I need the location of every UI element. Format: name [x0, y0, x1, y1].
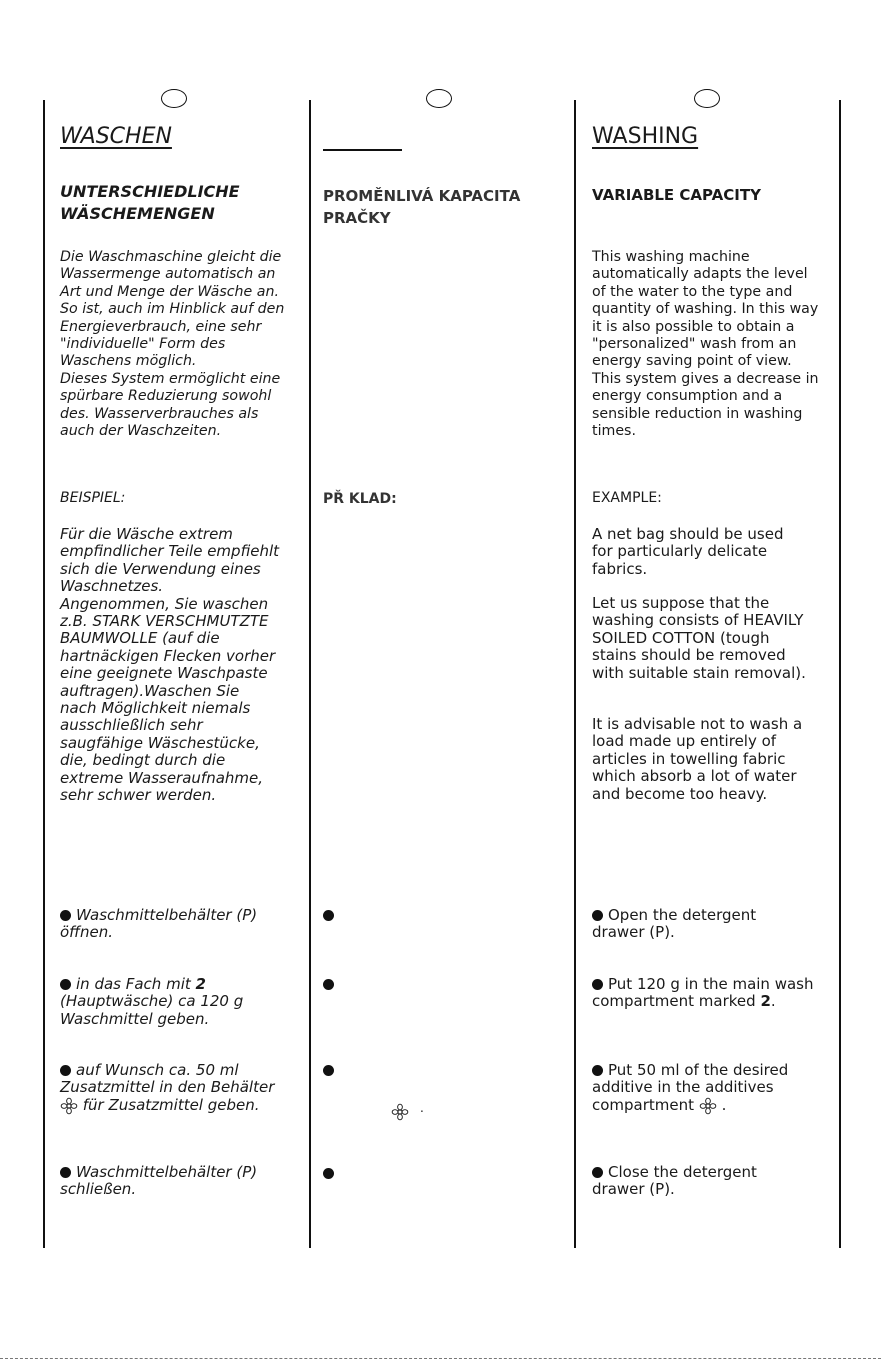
- czech-heading: [323, 185, 520, 229]
- english-step-open: [592, 907, 756, 942]
- german-example-text: Für die Wäsche extrem empfindlicher Teile empfiehlt sich die Verwendung eines Waschnetzes. Angenommen, Sie waschen z.B. STARK VERSCHMUTZTE BAUMWOLLE (auf die hartnäckigen Flecken vorher eine geeignete Waschpaste auftragen).Waschen Sie nach Möglichkeit niemals ausschließlich sehr saugfähige Wäschestücke, die, bedingt durch die extreme Wasseraufnahme, sehr schwer werden.: [60, 525, 280, 805]
- page-cut-line: [0, 1358, 881, 1359]
- english-title: WASHING: [592, 124, 699, 149]
- column-rule-center-right: [574, 100, 576, 1248]
- bullet-icon: [592, 1167, 603, 1178]
- english-step-additive-text-a: Put 50 ml of the desired additive in the additives compartment: [592, 1061, 789, 1114]
- german-step-open: [60, 907, 257, 942]
- column-rule-right: [839, 100, 841, 1248]
- german-step-additive-text-a: auf Wunsch ca. 50 ml Zusatzmittel in den Behälter: [60, 1061, 275, 1097]
- english-step-detergent: [592, 976, 813, 1011]
- english-heading: VARIABLE CAPACITY: [592, 186, 761, 204]
- column-rule-left: [43, 100, 45, 1248]
- bullet-icon: [592, 910, 603, 921]
- german-step-close: [60, 1164, 257, 1199]
- flower-icon: [60, 1097, 78, 1115]
- bullet-icon: [323, 1065, 334, 1076]
- german-step-open-text: Waschmittelbehälter (P) öffnen.: [60, 906, 258, 942]
- german-heading-line1: UNTERSCHIEDLICHE: [60, 182, 240, 201]
- language-marker-czech: [426, 89, 452, 108]
- english-step-additive-text-b: .: [716, 1095, 727, 1114]
- bullet-icon: [323, 1168, 334, 1179]
- flower-icon: [699, 1097, 717, 1115]
- bullet-icon: [60, 1065, 71, 1076]
- german-step-additive-text-b: für Zusatzmittel geben.: [78, 1095, 260, 1114]
- german-step-detergent-text-a: in das Fach mit: [76, 975, 196, 993]
- german-example-label: BEISPIEL:: [60, 490, 126, 506]
- english-example-p3: It is advisable not to wash a load made up entirely of articles in towelling fabric which absorb a lot of water and become too heavy.: [592, 715, 803, 803]
- english-example-label: EXAMPLE:: [592, 490, 662, 506]
- bullet-icon: [592, 1065, 603, 1076]
- language-marker-german: [161, 89, 187, 108]
- german-intro: Die Waschmaschine gleicht die Wassermenge automatisch an Art und Menge der Wäsche an. So ist, auch im Hinblick auf den Energieverbrauch, eine sehr "individuelle" Form des Waschens möglich. Dieses System ermöglicht eine spürbare Reduzierung sowohl des. Wasserverbrauches als auch der Waschzeiten.: [60, 249, 285, 440]
- english-example-p1: A net bag should be used for particularly delicate fabrics.: [592, 525, 784, 578]
- german-heading-line2: WÄSCHEMENGEN: [60, 204, 215, 223]
- bullet-icon: [60, 979, 71, 990]
- bullet-icon: [60, 910, 71, 921]
- czech-additive-dot: .: [420, 1101, 424, 1115]
- german-step-detergent-text-b: (Hauptwäsche) ca 120 g Waschmittel geben.: [60, 992, 244, 1028]
- english-step-detergent-text-b: .: [770, 992, 776, 1011]
- column-rule-center-left: [309, 100, 311, 1248]
- compartment-number: 2: [195, 975, 206, 993]
- german-step-additive: [60, 1062, 274, 1115]
- german-heading: [60, 181, 240, 225]
- bullet-icon: [592, 979, 603, 990]
- czech-example-label: PŘ KLAD:: [323, 491, 397, 507]
- english-step-close-text: Close the detergent drawer (P).: [592, 1163, 757, 1199]
- czech-heading-line1: PROMĚNLIVÁ KAPACITA: [323, 187, 521, 205]
- bullet-icon: [323, 910, 334, 921]
- bullet-icon: [323, 979, 334, 990]
- compartment-number: 2: [760, 992, 771, 1011]
- czech-heading-line2: PRAČKY: [323, 209, 391, 227]
- english-step-open-text: Open the detergent drawer (P).: [592, 906, 757, 942]
- english-step-close: [592, 1164, 757, 1199]
- german-title: WASCHEN: [60, 124, 172, 149]
- english-step-detergent-text-a: Put 120 g in the main wash compartment marked: [592, 975, 814, 1011]
- german-step-close-text: Waschmittelbehälter (P) schließen.: [60, 1163, 258, 1199]
- english-intro: This washing machine automatically adapts the level of the water to the type and quantity of washing. In this way it is also possible to obtain a "personalized" wash from an energy saving point of view. This system gives a decrease in energy consumption and a sensible reduction in washing times.: [592, 249, 819, 440]
- flower-icon: [391, 1103, 409, 1121]
- language-marker-english: [694, 89, 720, 108]
- bullet-icon: [60, 1167, 71, 1178]
- english-step-additive: [592, 1062, 788, 1115]
- czech-title-underline: [323, 149, 402, 151]
- english-example-p2: Let us suppose that the washing consists of HEAVILY SOILED COTTON (tough stains should be removed with suitable stain removal).: [592, 594, 806, 682]
- german-step-detergent: [60, 976, 243, 1028]
